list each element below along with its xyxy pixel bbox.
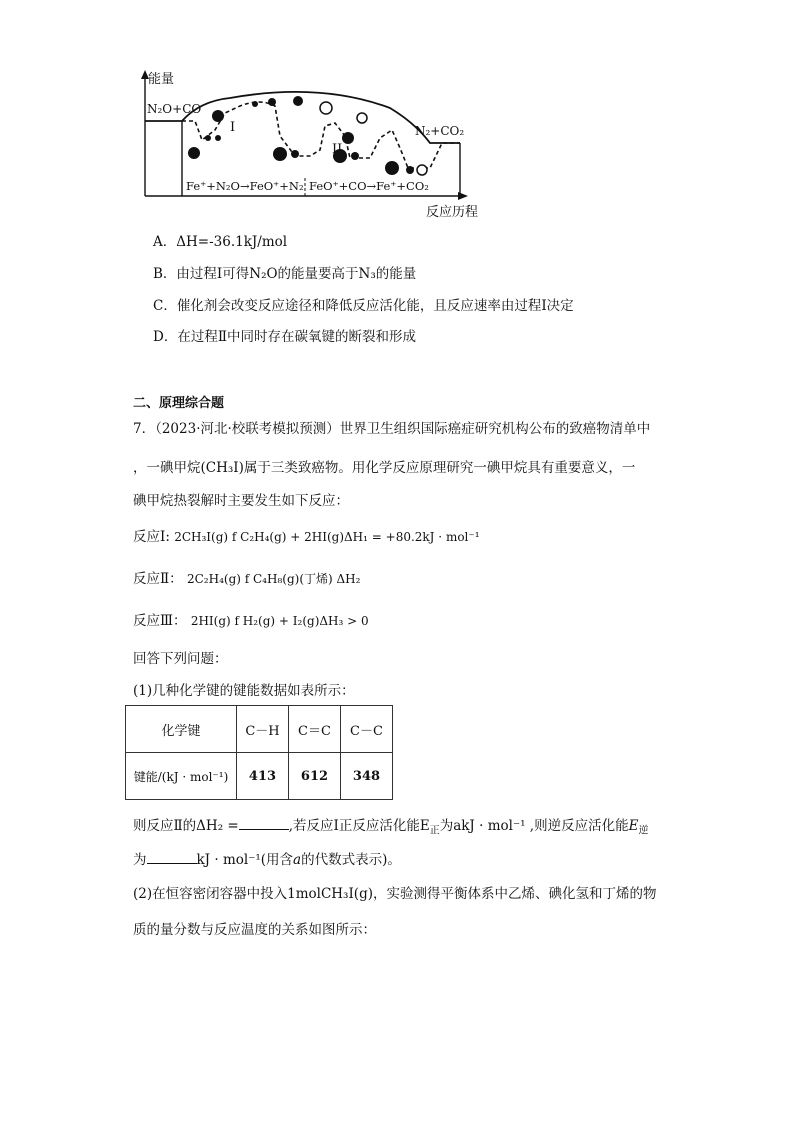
table-cell: 612 — [289, 753, 341, 800]
answer-prompt: 回答下列问题： — [133, 651, 228, 667]
table-header-cell: C－C — [341, 706, 393, 753]
table-header-cell: C－H — [237, 706, 289, 753]
table-header-cell: 化学键 — [126, 706, 237, 753]
reaction-3-equation: 2HI(g) f H₂(g) + I₂(g)ΔH₃ > 0 — [190, 614, 369, 628]
fill-text: 则反应Ⅱ的ΔH₂ = — [133, 818, 239, 834]
fill-in-line-1 — [133, 815, 648, 841]
table-header-row — [126, 706, 393, 753]
question-line-1: 7．（2023·河北·校联考模拟预测）世界卫生组织国际癌症研究机构公布的致癌物清单中 — [133, 421, 651, 437]
reaction-3 — [133, 612, 369, 630]
option-d-text: 在过程Ⅱ中同时存在碳氧键的断裂和形成 — [177, 329, 417, 345]
bond-energy-table — [125, 705, 393, 800]
table-header-cell: C＝C — [289, 706, 341, 753]
step1-equation: Fe⁺+N₂O→FeO⁺+N₂ — [186, 179, 304, 193]
fill-text: ,若反应Ⅰ正反应活化能E — [288, 818, 430, 834]
table-cell: 413 — [237, 753, 289, 800]
reaction-1-equation: 2CH₃I(g) f C₂H₄(g) + 2HI(g)ΔH₁ = +80.2kJ · mol⁻¹ — [174, 530, 480, 544]
subscript: 逆 — [638, 825, 649, 837]
option-c-text: 催化剂会改变反应途径和降低反应活化能，且反应速率由过程Ⅰ决定 — [176, 298, 574, 314]
question-line-3: 碘甲烷热裂解时主要发生如下反应： — [133, 493, 349, 509]
reaction-2 — [133, 570, 360, 588]
fill-text: 的代数式表示)。 — [301, 852, 401, 868]
x-axis-label: 反应历程 — [426, 205, 479, 220]
option-a — [153, 233, 287, 251]
subscript: 正 — [429, 825, 440, 837]
fill-text: kJ · mol⁻¹(用含 — [196, 852, 294, 868]
option-d — [153, 328, 416, 346]
energy-diagram-svg — [130, 68, 500, 220]
option-b-text: 由过程Ⅰ可得N₂O的能量要高于N₃的能量 — [176, 266, 417, 282]
option-c-label: C． — [153, 298, 177, 314]
energy-diagram — [130, 68, 500, 220]
table-row-label: 键能/(kJ · mol⁻¹) — [126, 753, 237, 800]
right-species-label: N₂+CO₂ — [415, 124, 465, 138]
question-line-2: ，一碘甲烷(CH₃I)属于三类致癌物。用化学反应原理研究一碘甲烷具有重要意义，一 — [133, 460, 636, 476]
option-c — [153, 297, 574, 315]
fill-text: 为 — [133, 852, 147, 868]
fill-text: E — [628, 818, 639, 834]
sub-question-2-line-1: (2)在恒容密闭容器中投入1molCH₃I(g)，实验测得平衡体系中乙烯、碘化氢和丁烯的物 — [133, 886, 657, 902]
reaction-2-equation: 2C₂H₄(g) f C₄H₈(g)(丁烯) ΔH₂ — [186, 572, 361, 586]
y-axis-label: 能量 — [148, 72, 175, 87]
table-row — [126, 753, 393, 800]
option-a-label: A． — [153, 234, 177, 250]
left-species-label: N₂O+CO — [147, 102, 202, 116]
fill-text: 为akJ · mol⁻¹ ,则逆反应活化能 — [439, 818, 629, 834]
option-b-label: B． — [153, 266, 177, 282]
answer-blank-e-reverse[interactable] — [147, 849, 197, 864]
sub-question-1-title: (1)几种化学键的键能数据如表所示： — [133, 683, 355, 699]
fill-in-line-2 — [133, 849, 401, 869]
fill-text: a — [293, 852, 302, 868]
table-cell: 348 — [341, 753, 393, 800]
option-a-text: ΔH=-36.1kJ/mol — [176, 234, 288, 250]
sub-question-2-line-2: 质的量分数与反应温度的关系如图所示： — [133, 922, 376, 938]
answer-blank-dh2[interactable] — [239, 815, 289, 830]
reaction-1-label: 反应Ⅰ: — [133, 529, 170, 545]
reaction-1 — [133, 528, 480, 546]
process-1-marker: I — [230, 120, 236, 135]
option-b — [153, 265, 416, 283]
reaction-3-label: 反应Ⅲ： — [133, 613, 187, 629]
reaction-2-label: 反应Ⅱ： — [133, 571, 183, 587]
section-title: 二、原理综合题 — [133, 396, 225, 411]
process-2-marker: II — [332, 142, 343, 157]
option-d-label: D． — [153, 329, 178, 345]
step2-equation: FeO⁺+CO→Fe⁺+CO₂ — [309, 179, 429, 193]
